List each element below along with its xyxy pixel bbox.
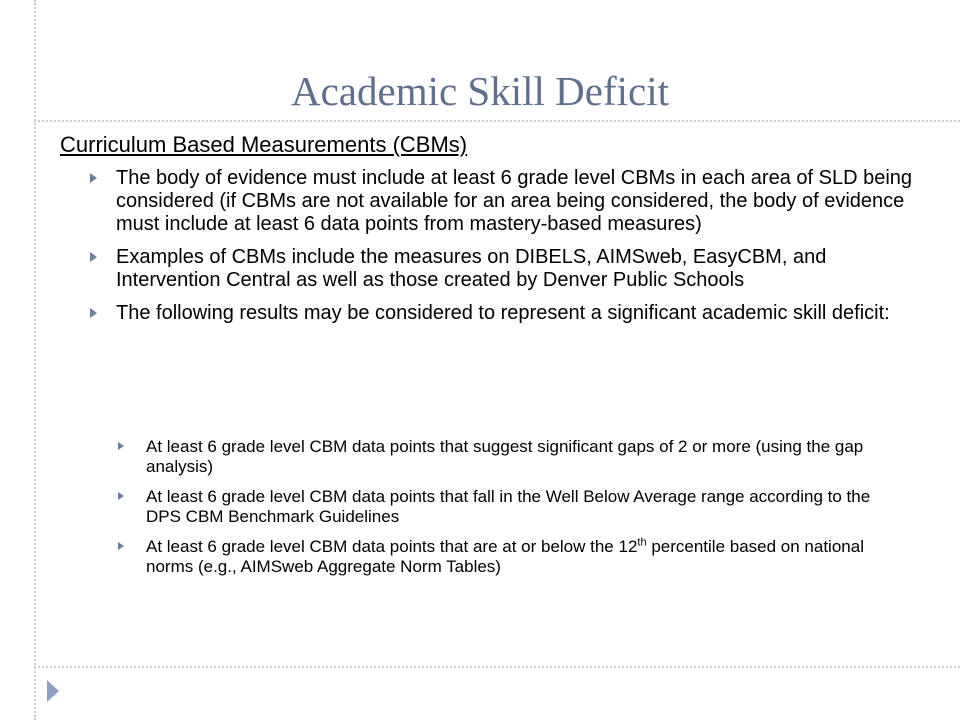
sub-bullet-item	[118, 487, 908, 527]
bullet-text: The body of evidence must include at least 6 grade level CBMs in each area of SLD being considered (if CBMs are not available for an area being considered, the body of evidence must include at least 6 data points from mastery-based measures)	[116, 167, 913, 235]
corner-arrow-icon	[47, 680, 59, 702]
sub-bullet-text	[146, 537, 864, 576]
percentile-text-start: At least 6 grade level CBM data points that are at or below the 12	[146, 537, 638, 556]
bullet-text: Examples of CBMs include the measures on DIBELS, AIMSweb, EasyCBM, and Intervention Central as well as those created by Denver Public Schools	[116, 246, 827, 291]
sub-bullet-arrow-icon	[118, 442, 124, 450]
ordinal-superscript: th	[637, 536, 647, 549]
percentile-text-end: percentile based on national norms (e.g., AIMSweb Aggregate Norm Tables)	[146, 537, 864, 576]
bullet-text: The following results may be considered to represent a significant academic skill deficit:	[116, 302, 890, 324]
sub-bullet-arrow-icon	[118, 492, 124, 500]
bullet-list	[90, 167, 912, 335]
bullet-item	[90, 167, 912, 236]
bullet-arrow-icon	[90, 173, 97, 183]
footer-divider	[34, 666, 960, 668]
sub-bullet-text: At least 6 grade level CBM data points that fall in the Well Below Average range according to the DPS CBM Benchmark Guidelines	[146, 487, 871, 526]
bullet-item	[90, 246, 912, 292]
bullet-item	[90, 302, 912, 325]
sub-bullet-item	[118, 437, 908, 477]
section-heading: Curriculum Based Measurements (CBMs)	[60, 132, 468, 157]
sub-bullet-item	[118, 537, 908, 577]
slide-title: Academic Skill Deficit	[291, 68, 669, 114]
sub-bullet-list	[118, 437, 908, 587]
bullet-arrow-icon	[90, 252, 97, 262]
sub-bullet-arrow-icon	[118, 542, 124, 550]
title-divider	[34, 120, 960, 122]
bullet-arrow-icon	[90, 308, 97, 318]
sub-bullet-text: At least 6 grade level CBM data points that suggest significant gaps of 2 or more (using the gap analysis)	[146, 437, 864, 476]
